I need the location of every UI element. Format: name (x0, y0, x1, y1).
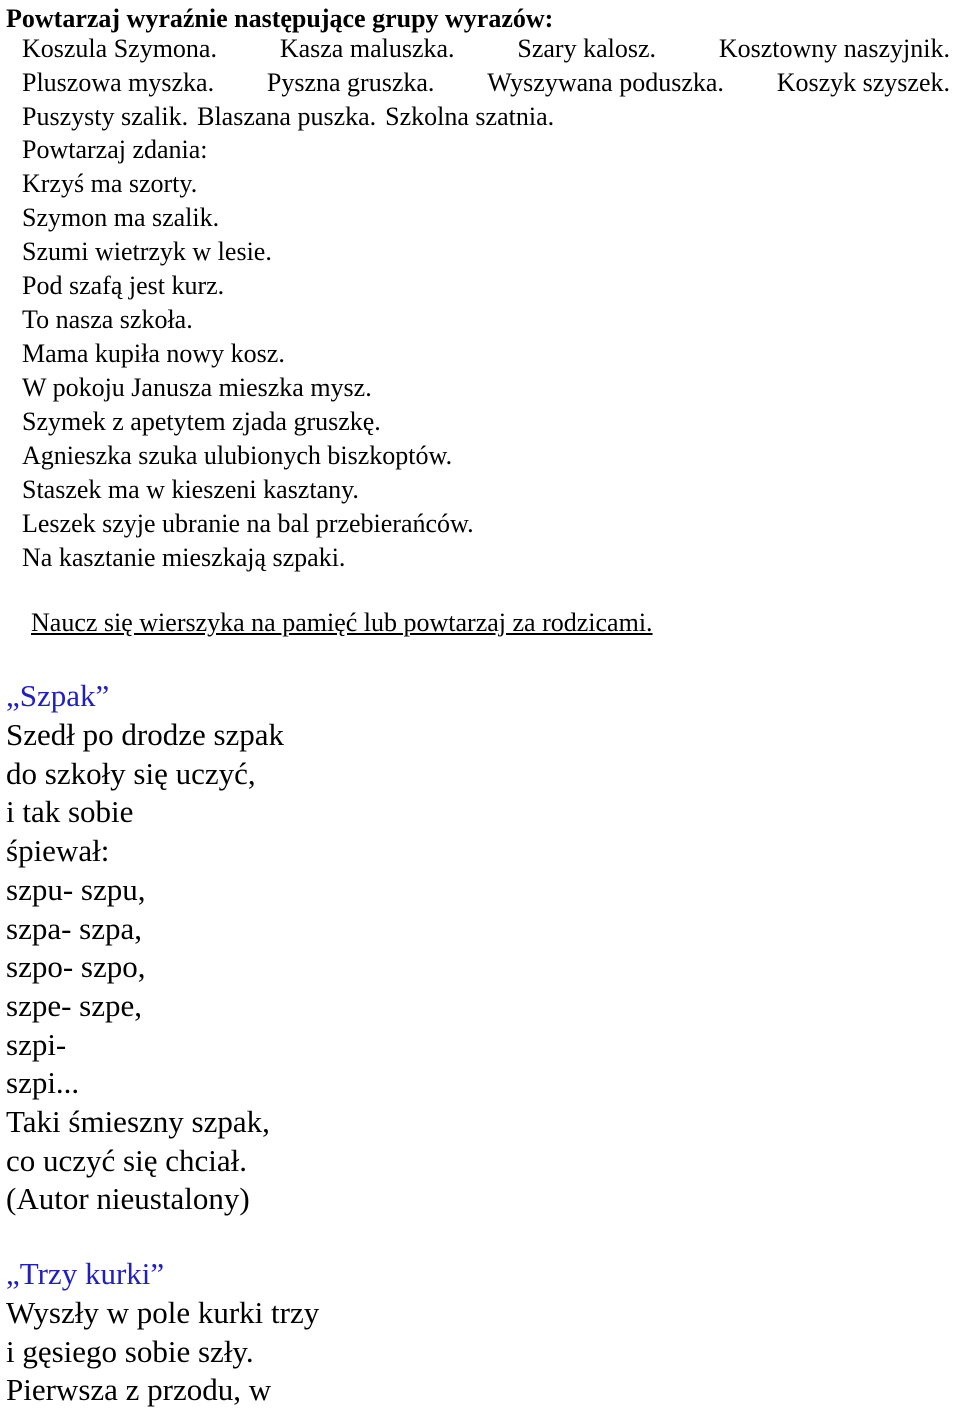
sentences-heading: Powtarzaj zdania: (22, 135, 208, 164)
poem-line: szpu- szpu, (6, 871, 146, 907)
phrase: Wyszywana poduszka. (487, 68, 724, 97)
memorize-instruction: Naucz się wierszyka na pamięć lub powtarzaj za rodzicami. (31, 608, 653, 637)
sentence-line: Mama kupiła nowy kosz. (22, 339, 285, 368)
phrase-row (22, 32, 950, 66)
phrase-row (22, 100, 950, 134)
sentence-line: Szumi wietrzyk w lesie. (22, 237, 272, 266)
poem-line: i gęsiego sobie szły. (6, 1333, 254, 1369)
sentence-line: Szymon ma szalik. (22, 203, 220, 232)
sentence-line: W pokoju Janusza mieszka mysz. (22, 373, 372, 402)
poem-trzy-kurki (6, 1294, 319, 1410)
poem-line: Pierwsza z przodu, w (6, 1372, 272, 1408)
sentence-line: Leszek szyje ubranie na bal przebierańców. (22, 509, 474, 538)
phrase: Blaszana puszka. (197, 102, 377, 131)
sentence-line: Agnieszka szuka ulubionych biszkoptów. (22, 441, 453, 470)
poem-line: i tak sobie (6, 794, 134, 830)
poem-line: szpe- szpe, (6, 987, 142, 1023)
phrase-groups (22, 32, 950, 134)
poem-line: szpa- szpa, (6, 910, 142, 946)
phrase: Szary kalosz. (517, 34, 657, 63)
phrase: Koszyk szyszek. (776, 68, 950, 97)
poem-line: Taki śmieszny szpak, (6, 1104, 270, 1140)
phrase: Szkolna szatnia. (385, 102, 555, 131)
phrase: Pluszowa myszka. (22, 68, 215, 97)
poem-line: co uczyć się chciał. (6, 1142, 247, 1178)
poem-author: (Autor nieustalony) (6, 1181, 250, 1217)
poem-line: szpi... (6, 1065, 80, 1101)
poem-line: szpo- szpo, (6, 949, 146, 985)
poem-title-szpak: „Szpak” (6, 678, 110, 713)
poem-title-trzy-kurki: „Trzy kurki” (6, 1256, 165, 1291)
phrase: Puszysty szalik. (22, 102, 189, 131)
phrase-row (22, 66, 950, 100)
sentence-line: Krzyś ma szorty. (22, 169, 198, 198)
phrase: Kosztowny naszyjnik. (718, 34, 950, 63)
phrase: Koszula Szymona. (22, 34, 217, 63)
sentence-line: Pod szafą jest kurz. (22, 271, 225, 300)
phrase: Kasza maluszka. (279, 34, 455, 63)
phrase: Pyszna gruszka. (266, 68, 435, 97)
poem-line: Szedł po drodze szpak (6, 717, 285, 752)
sentence-line: To nasza szkoła. (22, 305, 193, 334)
exercise-heading: Powtarzaj wyraźnie następujące grupy wyrazów: (6, 4, 554, 33)
sentence-line: Na kasztanie mieszkają szpaki. (22, 543, 346, 572)
poem-line: śpiewał: (6, 833, 110, 869)
poem-line: do szkoły się uczyć, (6, 755, 256, 791)
sentence-line: Staszek ma w kieszeni kasztany. (22, 475, 359, 504)
poem-line: Wyszły w pole kurki trzy (6, 1295, 320, 1330)
sentences-section (22, 133, 474, 575)
sentence-line: Szymek z apetytem zjada gruszkę. (22, 407, 381, 436)
poem-line: szpi- (6, 1026, 67, 1062)
poem-szpak (6, 716, 284, 1219)
